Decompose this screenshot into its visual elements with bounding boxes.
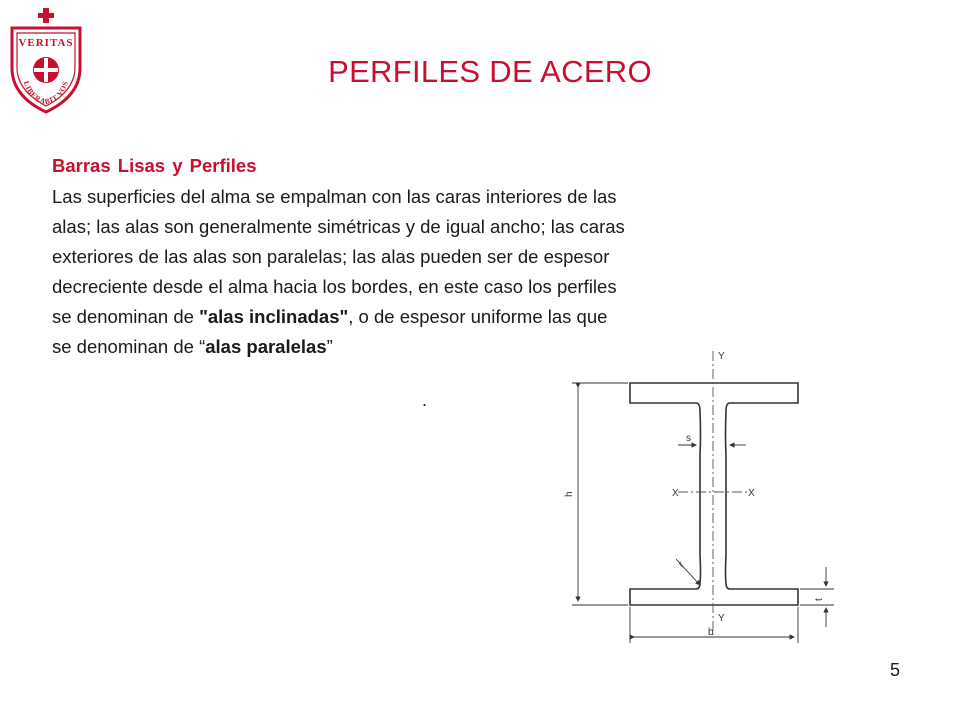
width-label: b (708, 627, 714, 638)
i-beam-profile-diagram (550, 345, 840, 645)
radius-label: r (676, 559, 687, 571)
bold-term: alas paralelas (205, 336, 327, 357)
logo-text-bottom: LIBERABIT VOS (21, 79, 71, 107)
y-axis-label-top: Y (718, 351, 725, 362)
page-number: 5 (890, 660, 901, 680)
text-run: se denominan de (52, 306, 200, 327)
flange-thickness-label: t (814, 598, 825, 601)
y-axis-label-bottom: Y (718, 613, 725, 624)
body-line: decreciente desde el alma hacia los bordes, en este caso los perfiles (52, 276, 617, 297)
logo-text-top: VERITAS (18, 37, 74, 49)
section-subtitle: Barras Lisas y Perfiles (52, 155, 257, 176)
body-line: Las superficies del alma se empalman con las caras interiores de las (52, 186, 617, 207)
x-axis-label-left: X (672, 488, 679, 499)
web-thickness-label: s (686, 433, 691, 444)
text-run: se denominan de “ (52, 336, 206, 357)
body-line: exteriores de las alas son paralelas; las alas pueden ser de espesor (52, 246, 610, 267)
body-line (52, 302, 812, 332)
stray-dot: . (422, 390, 428, 410)
body-line: alas; las alas son generalmente simétricas y de igual ancho; las caras (52, 216, 625, 237)
x-axis-label-right: X (748, 488, 755, 499)
height-label: h (564, 491, 575, 497)
text-run: ” (326, 336, 333, 357)
page-title: PERFILES DE ACERO (328, 54, 652, 89)
bold-term: "alas inclinadas" (199, 306, 349, 327)
text-run: , o de espesor uniforme las que (348, 306, 608, 327)
body-paragraph (52, 182, 812, 362)
